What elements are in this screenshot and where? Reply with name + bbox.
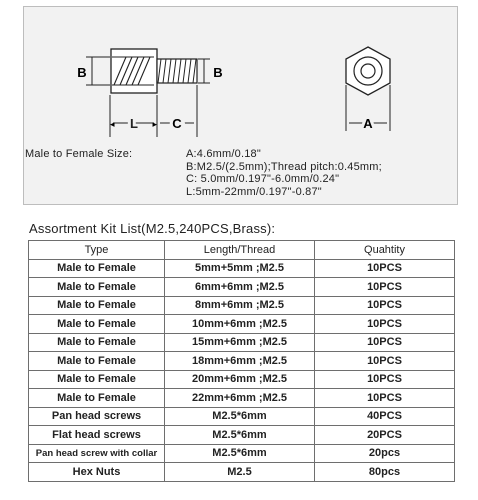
spec-line-a: A:4.6mm/0.18": [186, 148, 261, 160]
cell-qty: 40PCS: [315, 407, 455, 426]
cell-qty: 20pcs: [315, 444, 455, 463]
spec-lines: [186, 148, 382, 198]
cell-length: M2.5: [165, 463, 315, 482]
table-row: [29, 296, 455, 315]
table-header-row: [29, 241, 455, 260]
cell-type: Male to Female: [29, 370, 165, 389]
cell-qty: 10PCS: [315, 259, 455, 278]
cell-qty: 10PCS: [315, 333, 455, 352]
cell-type: Male to Female: [29, 389, 165, 408]
cell-length: 6mm+6mm ;M2.5: [165, 278, 315, 297]
cell-length: 10mm+6mm ;M2.5: [165, 315, 315, 334]
cell-type: Male to Female: [29, 333, 165, 352]
header-quantity: Quahtity: [315, 241, 455, 260]
table-row: [29, 333, 455, 352]
spec-line-l: L:5mm-22mm/0.197"-0.87": [186, 185, 322, 198]
cell-type: Pan head screw with collar: [29, 444, 165, 463]
dim-a-label: A: [363, 116, 373, 131]
cell-length: M2.5*6mm: [165, 426, 315, 445]
table-row: [29, 278, 455, 297]
table-row: [29, 426, 455, 445]
spec-line-c: C: 5.0mm/0.197"-6.0mm/0.24": [186, 173, 340, 185]
cell-length: 22mm+6mm ;M2.5: [165, 389, 315, 408]
header-length: Length/Thread: [165, 241, 315, 260]
cell-length: 18mm+6mm ;M2.5: [165, 352, 315, 371]
cell-qty: 10PCS: [315, 370, 455, 389]
cell-type: Pan head screws: [29, 407, 165, 426]
dim-b-right-label: B: [213, 65, 223, 80]
arrow-l-left-icon: ◂: [110, 119, 115, 129]
dim-b-left-label: B: [77, 65, 87, 80]
cell-length: 8mm+6mm ;M2.5: [165, 296, 315, 315]
cell-qty: 10PCS: [315, 352, 455, 371]
header-type: Type: [29, 241, 165, 260]
cell-length: 15mm+6mm ;M2.5: [165, 333, 315, 352]
cell-type: Male to Female: [29, 296, 165, 315]
cell-type: Male to Female: [29, 352, 165, 371]
table-row: [29, 259, 455, 278]
kit-title: Assortment Kit List(M2.5,240PCS,Brass):: [29, 221, 276, 236]
cell-length: 5mm+5mm ;M2.5: [165, 259, 315, 278]
kit-table: [28, 240, 455, 482]
table-row: [29, 370, 455, 389]
cell-qty: 10PCS: [315, 278, 455, 297]
spec-line-b: B:M2.5/(2.5mm);Thread pitch:0.45mm;: [186, 160, 382, 173]
table-row: [29, 444, 455, 463]
table-row: [29, 389, 455, 408]
table-row: [29, 352, 455, 371]
dim-c-label: C: [172, 116, 182, 131]
cell-qty: 80pcs: [315, 463, 455, 482]
cell-length: M2.5*6mm: [165, 407, 315, 426]
cell-type: Flat head screws: [29, 426, 165, 445]
cell-length: M2.5*6mm: [165, 444, 315, 463]
hex-outline: [346, 47, 390, 95]
cell-type: Male to Female: [29, 315, 165, 334]
cell-length: 20mm+6mm ;M2.5: [165, 370, 315, 389]
cell-qty: 10PCS: [315, 389, 455, 408]
cell-qty: 20PCS: [315, 426, 455, 445]
cell-qty: 10PCS: [315, 315, 455, 334]
cell-type: Male to Female: [29, 278, 165, 297]
dim-b-left-lines: [86, 57, 110, 85]
table-row: [29, 315, 455, 334]
arrow-l-right-icon: ▸: [152, 119, 157, 129]
cell-qty: 10PCS: [315, 296, 455, 315]
cell-type: Male to Female: [29, 259, 165, 278]
dim-l-label: L: [130, 116, 138, 131]
cell-type: Hex Nuts: [29, 463, 165, 482]
spec-label: Male to Female Size:: [25, 148, 133, 160]
dim-b-right-lines: [198, 59, 210, 83]
table-row: [29, 407, 455, 426]
table-row: [29, 463, 455, 482]
